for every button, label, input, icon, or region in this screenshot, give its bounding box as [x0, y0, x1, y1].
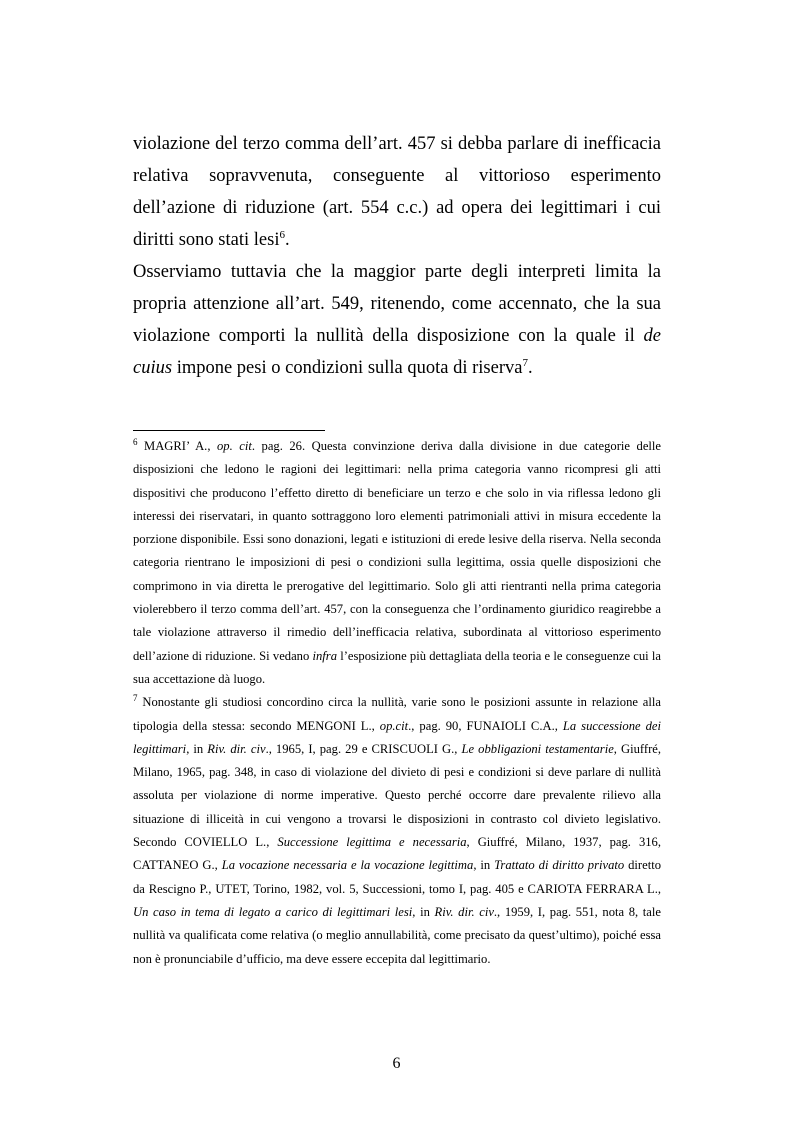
footnote-6: $^6$ MAGRI’ A., op. cit. pag. 26. Questa convinzione deriva dalla divisione in due categorie delle disposizioni che ledono le ragioni dei legittimari: nella prima categoria vanno ricompresi gli atti dispositivi che producono l’effetto diretto di beneficiare un terzo e che solo in via riflessa ledono gli interessi dei riservatari, in quanto sottraggono loro elementi patrimoniali attivi in misura eccedente la porzione disponibile. Essi sono donazioni, legati e istituzioni di erede lesive della riserva. Nella seconda categoria rientrano le imposizioni di pesi o condizioni sulla legittima, ossia quelle disposizioni che comprimono in via diretta le prerogative del legittimario. Solo gli atti rientranti nella prima categoria violerebbero il terzo comma dell’art. 457, con la conseguenza che l’ordinamento giuridico reagirebbe a tale violazione attraverso il rimedio dell’inefficacia relativa, subordinata al vittorioso esperimento dell’azione di riduzione. Si vedano infra l’esposizione più dettagliata della teoria e le conseguenze cui la sua accettazione dà luogo. [133, 436, 662, 686]
page-number: 6 [392, 1055, 401, 1072]
footnote-separator [133, 430, 325, 431]
footnotes [133, 435, 661, 971]
footnote-ref-7[interactable]: 7 [522, 356, 528, 369]
paragraph-2: Osserviamo tuttavia che la maggior parte degli interpreti limita la propria attenzione all’art. 549, ritenendo, come accennato, che la sua violazione comporti la nullità della disposizione con la quale il de cuius impone pesi o condizioni sulla quota di riserva$^7$. [133, 262, 661, 378]
paragraph-1: violazione del terzo comma dell’art. 457 si debba parlare di inefficacia relativa sopravvenuta, conseguente al vittorioso esperimento dell’azione di riduzione (art. 554 c.c.) ad opera dei legittimari i cui diritti sono stati lesi$^6$. [133, 134, 661, 250]
footnote-7: $^7$ Nonostante gli studiosi concordino circa la nullità, varie sono le posizioni assunte in relazione alla tipologia della stessa: secondo MENGONI L., op.cit., pag. 90, FUNAIOLI C.A., La successione dei legittimari, in Riv. dir. civ., 1965, I, pag. 29 e CRISCUOLI G., Le obbligazioni testamentarie, Giuffré, Milano, 1965, pag. 348, in caso di violazione del divieto di pesi e condizioni si deve parlare di nullità assoluta per violazione di norme imperative. Questo perché occorre dare prevalente rilievo alla situazione di illiceità in cui vengono a trovarsi le disposizioni in contrasto col divieto legislativo. Secondo COVIELLO L., Successione legittima e necessaria, Giuffré, Milano, 1937, pag. 316, CATTANEO G., La vocazione necessaria e la vocazione legittima, in Trattato di diritto privato diretto da Rescigno P., UTET, Torino, 1982, vol. 5, Successioni, tomo I, pag. 405 e CARIOTA FERRARA L., Un caso in tema di legato a carico di legittimari lesi, in Riv. dir. civ., 1959, I, pag. 551, nota 8, tale nullità va qualificata come relativa (o meglio annullabilità, come precisato da quest’ultimo), poiché essa non è pronunciabile d’ufficio, ma deve essere eccepita dal legittimario. [133, 693, 662, 966]
footnote-6-mark: 6 [133, 436, 138, 447]
footnote-7-mark: 7 [133, 693, 138, 704]
body-text [133, 128, 661, 384]
footnote-ref-6[interactable]: 6 [279, 228, 285, 241]
